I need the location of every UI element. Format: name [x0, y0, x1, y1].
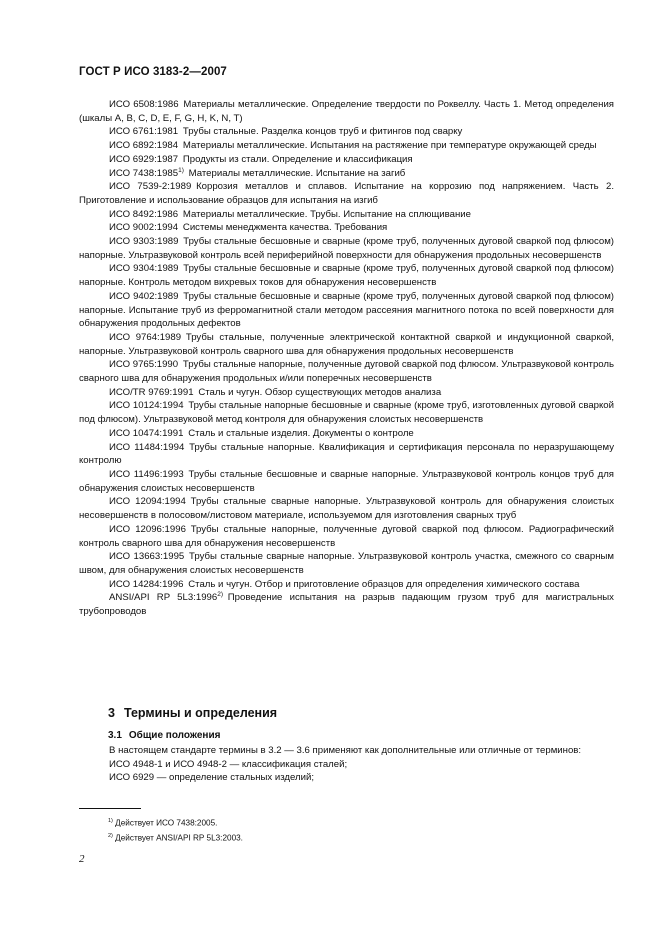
- document-header: ГОСТ Р ИСО 3183-2—2007: [79, 66, 227, 78]
- reference-title: Проведение испытания на разрыв падающим грузом труб для магистральных трубопроводов: [79, 592, 614, 618]
- reference-item: [79, 386, 614, 400]
- reference-title: Трубы стальные бесшовные и сварные (кроме труб, полученных дуговой сваркой под флюсом) напорные. Испытание труб из ферромагнитной стали методом рассеяния магнитного потока по всей поверхности для обнаружения продольных дефектов: [79, 290, 614, 330]
- reference-code: ИСО 10474:1991: [109, 427, 184, 439]
- reference-item: [79, 221, 614, 235]
- reference-code: ИСО 14284:1996: [109, 578, 184, 590]
- reference-code: ИСО 9303:1989: [109, 236, 179, 248]
- subsection-heading: [108, 730, 220, 741]
- reference-code: ИСО 7539-2:1989: [109, 181, 192, 193]
- reference-code: ИСО/TR 9769:1991: [109, 386, 194, 398]
- reference-code: ИСО 7438:1985: [109, 167, 179, 179]
- reference-item: [79, 125, 614, 139]
- reference-title: Трубы стальные напорные, полученные дуговой сваркой под флюсом. Радиографический контроль сварного шва для обнаружения несовершенств: [79, 523, 614, 549]
- reference-code: ИСО 9764:1989: [109, 331, 182, 343]
- reference-code: ИСО 12096:1996: [109, 523, 186, 535]
- reference-item: [79, 331, 614, 358]
- page-number: 2: [79, 853, 85, 865]
- reference-item: [79, 180, 614, 207]
- reference-code: ИСО 6892:1984: [109, 140, 179, 152]
- reference-code: ИСО 6508:1986: [109, 99, 179, 110]
- reference-item: [79, 495, 614, 522]
- reference-title: Коррозия металлов и сплавов. Испытание на коррозию под напряжением. Часть 2. Приготовление и использование образцов для испытания на изгиб: [79, 181, 614, 206]
- reference-item: [79, 399, 614, 426]
- reference-item: [79, 262, 614, 289]
- reference-item: [79, 441, 614, 468]
- reference-item: [79, 591, 614, 618]
- reference-title: Системы менеджмента качества. Требования: [182, 222, 388, 234]
- reference-title: Трубы стальные напорные бесшовные и сварные (кроме труб, изготовленных дуговой сваркой под флюсом). Ультразвуковой метод контроля для обнаружения слоистых несовершенств: [79, 400, 614, 426]
- body-paragraph: ИСО 6929 — определение стальных изделий;: [109, 772, 315, 784]
- reference-item: [79, 578, 614, 592]
- section-title: Термины и определения: [123, 706, 278, 720]
- reference-code: ИСО 10124:1994: [109, 400, 184, 412]
- footnote-separator: [79, 808, 141, 809]
- body-paragraph: В настоящем стандарте термины в 3.2 — 3.6 применяют как дополнительные или отличные от терминов:: [109, 745, 582, 756]
- reference-code: ИСО 9402:1989: [109, 290, 179, 302]
- reference-title: Сталь и стальные изделия. Документы о контроле: [188, 427, 414, 439]
- section-heading: [108, 706, 277, 720]
- footnote-mark: 2): [108, 833, 113, 840]
- footnote-text: Действует ИСО 7438:2005.: [115, 818, 218, 828]
- reference-title: Материалы металлические. Определение твердости по Роквеллу. Часть 1. Метод определения (шкалы A, B, C, D, E, F, G, H, K, N, T): [79, 99, 614, 124]
- reference-item: [79, 523, 614, 550]
- reference-code: ИСО 6761:1981: [109, 126, 179, 138]
- normative-references-list: [79, 98, 614, 619]
- reference-code: ИСО 6929:1987: [109, 153, 179, 165]
- reference-item: [79, 98, 614, 125]
- reference-code: ANSI/API RP 5L3:1996: [109, 592, 218, 604]
- reference-item: [79, 167, 614, 181]
- reference-item: [79, 427, 614, 441]
- reference-item: [79, 153, 614, 167]
- reference-code: ИСО 12094:1994: [109, 496, 186, 508]
- reference-item: [79, 208, 614, 222]
- footnote-text: Действует ANSI/API RP 5L3:2003.: [115, 833, 243, 843]
- reference-title: Трубы стальные сварные напорные. Ультразвуковой контроль участка, смежного со сварным швом, для обнаружения слоистых несовершенств: [79, 551, 614, 576]
- footnote: [108, 815, 243, 830]
- reference-title: Трубы стальные. Разделка концов труб и фитингов под сварку: [182, 126, 463, 138]
- reference-item: [79, 139, 614, 153]
- section-body: [79, 744, 614, 785]
- footnote: [108, 830, 243, 845]
- subsection-title: Общие положения: [128, 730, 221, 741]
- section-number: 3: [108, 706, 115, 720]
- reference-title: Продукты из стали. Определение и классификация: [182, 153, 413, 165]
- footnotes: [108, 815, 243, 845]
- reference-title: Материалы металлические. Трубы. Испытание на сплющивание: [182, 208, 471, 220]
- footnote-mark: 2): [217, 591, 223, 599]
- reference-title: Трубы стальные, полученные электрической контактной сваркой и индукционной сваркой, напорные. Ультразвуковой контроль сварного шва для обнаружения продольных несовершенств: [79, 331, 614, 357]
- reference-code: ИСО 13663:1995: [109, 551, 185, 563]
- reference-title: Трубы стальные сварные напорные. Ультразвуковой контроль для обнаружения слоистых несовершенств в полосовом/листовом материале, используемом для изготовления сварных труб: [79, 496, 614, 522]
- reference-title: Сталь и чугун. Обзор существующих методов анализа: [198, 386, 442, 398]
- reference-code: ИСО 8492:1986: [109, 208, 179, 220]
- subsection-number: 3.1: [108, 730, 122, 741]
- body-paragraph: ИСО 4948-1 и ИСО 4948-2 — классификация сталей;: [109, 758, 348, 770]
- reference-title: Сталь и чугун. Отбор и приготовление образцов для определения химического состава: [188, 578, 580, 590]
- reference-code: ИСО 9304:1989: [109, 263, 179, 275]
- reference-title: Трубы стальные напорные, полученные дуговой сваркой под флюсом. Ультразвуковой контроль сварного шва для обнаружения продольных и/или поперечных несовершенств: [79, 359, 614, 385]
- reference-title: Материалы металлические. Испытание на загиб: [188, 167, 406, 179]
- reference-item: [79, 235, 614, 262]
- reference-code: ИСО 9765:1990: [109, 359, 179, 371]
- footnote-mark: 1): [108, 818, 113, 824]
- reference-item: [79, 358, 614, 385]
- reference-title: Трубы стальные бесшовные и сварные напорные. Ультразвуковой контроль концов труб для обнаружения слоистых несовершенств: [79, 468, 614, 494]
- reference-code: ИСО 11496:1993: [109, 468, 184, 480]
- reference-title: Трубы стальные бесшовные и сварные (кроме труб, полученных дуговой сваркой под флюсом) напорные. Контроль методом вихревых токов для обнаружения несовершенств: [79, 263, 614, 289]
- reference-code: ИСО 11484:1994: [109, 441, 185, 453]
- footnote-mark: 1): [178, 166, 184, 174]
- reference-item: [79, 290, 614, 331]
- reference-code: ИСО 9002:1994: [109, 222, 179, 234]
- reference-title: Трубы стальные напорные. Квалификация и сертификация персонала по неразрушающему контролю: [79, 441, 614, 467]
- reference-item: [79, 468, 614, 495]
- reference-title: Трубы стальные бесшовные и сварные (кроме труб, полученных дуговой сваркой под флюсом) напорные. Ультразвуковой контроль всей периферийной поверхности для обнаружения продольных несовершенств: [79, 236, 614, 261]
- reference-item: [79, 550, 614, 577]
- reference-title: Материалы металлические. Испытания на растяжение при температуре окружающей среды: [182, 140, 597, 152]
